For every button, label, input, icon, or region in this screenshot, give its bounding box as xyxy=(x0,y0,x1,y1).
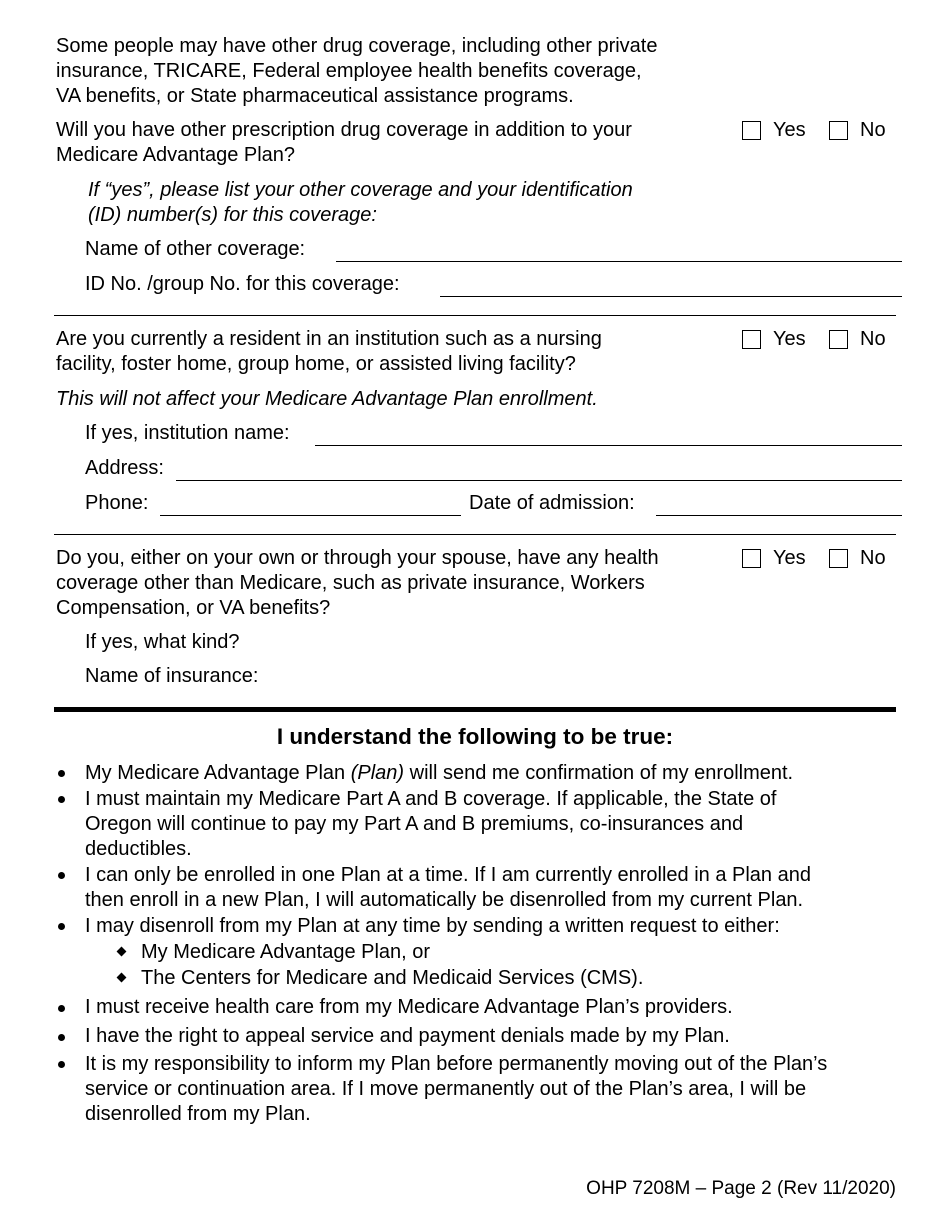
understand-item-providers: I must receive health care from my Medicare Advantage Plan’s providers. xyxy=(85,996,733,1018)
diamond-bullet-icon xyxy=(117,947,127,957)
other-coverage-instruction xyxy=(88,178,633,228)
other-health-question xyxy=(56,546,659,621)
admission-date-field[interactable] xyxy=(656,515,902,516)
diamond-bullet-icon xyxy=(117,973,127,983)
item-line: I must maintain my Medicare Part A and B coverage. If applicable, the State of xyxy=(85,788,777,810)
bullet-icon xyxy=(58,1005,65,1012)
understand-item-part-ab xyxy=(85,787,776,862)
other-drug-yes-checkbox[interactable] xyxy=(742,121,761,140)
phone-label: Phone: xyxy=(85,492,149,514)
bullet-icon xyxy=(58,872,65,879)
item-line: disenrolled from my Plan. xyxy=(85,1103,311,1125)
instruction-line: If “yes”, please list your other coverage and your identification xyxy=(88,179,633,201)
section-divider xyxy=(54,315,896,316)
other-health-no-label: No xyxy=(860,547,886,569)
bullet-icon xyxy=(58,770,65,777)
address-field[interactable] xyxy=(176,480,902,481)
question-line: Are you currently a resident in an institution such as a nursing xyxy=(56,328,602,350)
item-line: Oregon will continue to pay my Part A and B premiums, co-insurances and xyxy=(85,813,744,835)
institution-question xyxy=(56,327,602,377)
institution-no-checkbox[interactable] xyxy=(829,330,848,349)
question-line: facility, foster home, group home, or assisted living facility? xyxy=(56,353,576,375)
other-coverage-name-label: Name of other coverage: xyxy=(85,238,306,260)
understand-item-appeal: I have the right to appeal service and payment denials made by my Plan. xyxy=(85,1025,730,1047)
understand-item-confirmation xyxy=(85,761,793,786)
intro-line: Some people may have other drug coverage, including other private xyxy=(56,35,658,57)
intro-line: insurance, TRICARE, Federal employee health benefits coverage, xyxy=(56,60,642,82)
other-coverage-intro xyxy=(56,34,657,109)
understand-item-moving xyxy=(85,1052,827,1127)
coverage-id-field[interactable] xyxy=(440,296,902,297)
item-text: will send me confirmation of my enrollment. xyxy=(404,762,794,784)
question-line: Compensation, or VA benefits? xyxy=(56,597,331,619)
item-line: then enroll in a new Plan, I will automatically be disenrolled from my current Plan. xyxy=(85,889,804,911)
institution-yes-label: Yes xyxy=(773,328,806,350)
question-line: Medicare Advantage Plan? xyxy=(56,144,296,166)
section-divider xyxy=(54,534,896,535)
insurance-name-label xyxy=(85,664,258,689)
phone-field[interactable] xyxy=(160,515,461,516)
institution-name-label: If yes, institution name: xyxy=(85,422,290,444)
other-health-yes-checkbox[interactable] xyxy=(742,549,761,568)
insurance-name-label-text: Name of insurance: xyxy=(85,665,259,687)
bullet-icon xyxy=(58,1034,65,1041)
understand-subitem-cms: The Centers for Medicare and Medicaid Services (CMS). xyxy=(141,967,644,989)
institution-note: This will not affect your Medicare Advantage Plan enrollment. xyxy=(56,388,598,410)
address-label: Address: xyxy=(85,457,164,479)
institution-yes-checkbox[interactable] xyxy=(742,330,761,349)
understand-subitem-plan: My Medicare Advantage Plan, or xyxy=(141,941,431,963)
bullet-icon xyxy=(58,1061,65,1068)
other-coverage-name-field[interactable] xyxy=(336,261,902,262)
bullet-icon xyxy=(58,796,65,803)
other-health-yes-label: Yes xyxy=(773,547,806,569)
coverage-id-label: ID No. /group No. for this coverage: xyxy=(85,273,400,295)
page-footer: OHP 7208M – Page 2 (Rev 11/2020) xyxy=(586,1178,896,1199)
question-line: coverage other than Medicare, such as private insurance, Workers xyxy=(56,572,645,594)
bullet-icon xyxy=(58,923,65,930)
other-drug-yes-label: Yes xyxy=(773,119,806,141)
item-text-italic: (Plan) xyxy=(350,762,405,784)
item-line: service or continuation area. If I move permanently out of the Plan’s area, I will be xyxy=(85,1078,807,1100)
question-line: Do you, either on your own or through your spouse, have any health xyxy=(56,547,659,569)
item-line: It is my responsibility to inform my Plan before permanently moving out of the Plan’s xyxy=(85,1053,828,1075)
instruction-line: (ID) number(s) for this coverage: xyxy=(88,204,377,226)
question-line: Will you have other prescription drug coverage in addition to your xyxy=(56,119,632,141)
institution-no-label: No xyxy=(860,328,886,350)
understand-heading: I understand the following to be true: xyxy=(276,724,674,749)
intro-line: VA benefits, or State pharmaceutical assistance programs. xyxy=(56,85,574,107)
item-text: My Medicare Advantage Plan xyxy=(85,762,351,784)
coverage-kind-label-text: If yes, what kind? xyxy=(85,631,240,653)
understand-item-disenroll: I may disenroll from my Plan at any time by sending a written request to either: xyxy=(85,915,780,937)
understand-item-one-plan xyxy=(85,863,811,913)
coverage-kind-label xyxy=(85,630,240,655)
thick-divider xyxy=(54,707,896,712)
other-health-no-checkbox[interactable] xyxy=(829,549,848,568)
admission-date-label: Date of admission: xyxy=(469,492,635,514)
other-drug-no-checkbox[interactable] xyxy=(829,121,848,140)
institution-name-field[interactable] xyxy=(315,445,902,446)
other-drug-no-label: No xyxy=(860,119,886,141)
other-drug-question xyxy=(56,118,632,168)
item-line: deductibles. xyxy=(85,838,192,860)
item-line: I can only be enrolled in one Plan at a time. If I am currently enrolled in a Plan and xyxy=(85,864,811,886)
